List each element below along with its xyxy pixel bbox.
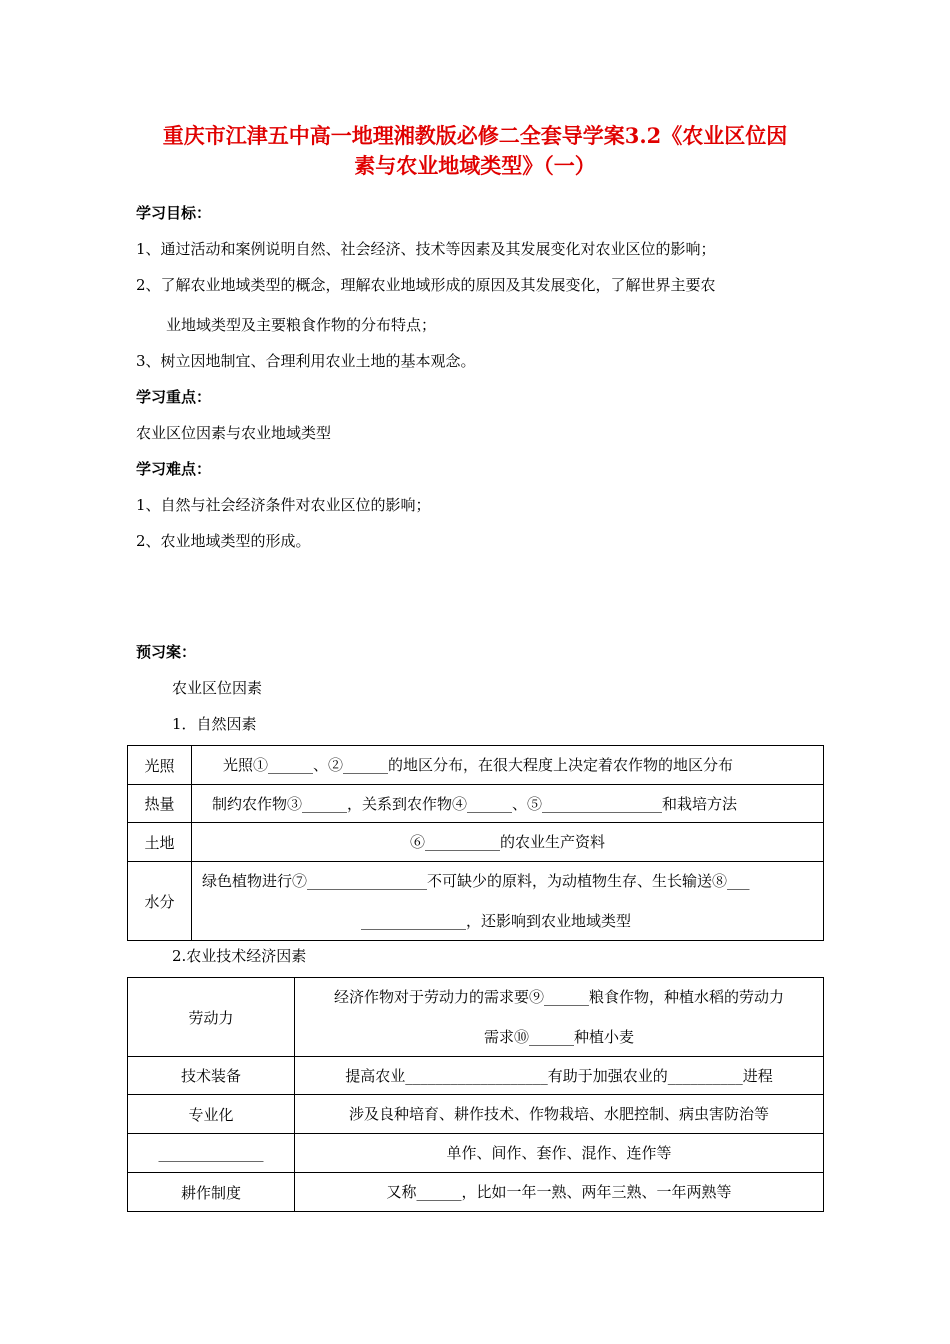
row-label: 土地 — [128, 823, 192, 862]
row-content: 经济作物对于劳动力的需求要⑨______粮食作物，种植水稻的劳动力 需求⑩______种植小麦 — [295, 978, 824, 1057]
table-row — [128, 978, 824, 1057]
title-line-1: 重庆市江津五中高一地理湘教版必修二全套导学案3.2《农业区位因 — [162, 123, 788, 148]
natural-factors-table — [127, 745, 824, 941]
preview-heading: 预习案： — [136, 643, 197, 661]
table-row — [128, 785, 824, 823]
row-label: 水分 — [128, 862, 192, 941]
goal-item-2: 2、了解农业地域类型的概念，理解农业地域形成的原因及其发展变化，了解世界主要农 — [136, 276, 716, 294]
title-line-2: 素与农业地域类型》（一） — [354, 153, 596, 178]
table-row — [128, 1095, 824, 1134]
row-label-blank: ______________ — [128, 1134, 295, 1173]
row-content: 制约农作物③______，关系到农作物④______、⑤________________和栽培方法 — [192, 785, 824, 823]
row-label: 技术装备 — [128, 1057, 295, 1095]
row-label: 耕作制度 — [128, 1173, 295, 1212]
row-content: 又称______，比如一年一熟、两年三熟、一年两熟等 — [295, 1173, 824, 1212]
table-row — [128, 746, 824, 785]
row-label: 专业化 — [128, 1095, 295, 1134]
goal-item-2-continued: 业地域类型及主要粮食作物的分布特点； — [166, 316, 437, 334]
row-label: 热量 — [128, 785, 192, 823]
difficulty-item-2: 2、农业地域类型的形成。 — [136, 532, 311, 550]
section-natural-factors: 1．自然因素 — [172, 715, 257, 733]
goal-item-3: 3、树立因地制宜、合理利用农业土地的基本观念。 — [136, 352, 476, 370]
row-content: 提高农业___________________有助于加强农业的__________进程 — [295, 1057, 824, 1095]
document-title — [100, 121, 850, 181]
row-content: 单作、间作、套作、混作、连作等 — [295, 1134, 824, 1173]
goals-heading: 学习目标： — [136, 204, 212, 222]
table-row — [128, 862, 824, 941]
goal-item-1: 1、通过活动和案例说明自然、社会经济、技术等因素及其发展变化对农业区位的影响； — [136, 240, 716, 258]
row-content: 光照①______、②______的地区分布，在很大程度上决定着农作物的地区分布 — [192, 746, 824, 785]
difficulty-item-1: 1、自然与社会经济条件对农业区位的影响； — [136, 496, 431, 514]
table-row — [128, 1134, 824, 1173]
row-label: 劳动力 — [128, 978, 295, 1057]
focus-text: 农业区位因素与农业地域类型 — [136, 424, 332, 442]
row-label: 光照 — [128, 746, 192, 785]
row-content: 绿色植物进行⑦________________不可缺少的原料，为动植物生存、生长输送⑧___ ______________，还影响到农业地域类型 — [192, 862, 824, 941]
table-row — [128, 1173, 824, 1212]
row-content: ⑥__________的农业生产资料 — [192, 823, 824, 862]
technical-economic-factors-table — [127, 977, 824, 1212]
focus-heading: 学习重点： — [136, 388, 212, 406]
section-technical-economic-factors: 2.农业技术经济因素 — [172, 947, 307, 965]
preview-subheading: 农业区位因素 — [172, 679, 263, 697]
row-content: 涉及良种培育、耕作技术、作物栽培、水肥控制、病虫害防治等 — [295, 1095, 824, 1134]
table-row — [128, 1057, 824, 1095]
table-row — [128, 823, 824, 862]
difficulty-heading: 学习难点： — [136, 460, 212, 478]
